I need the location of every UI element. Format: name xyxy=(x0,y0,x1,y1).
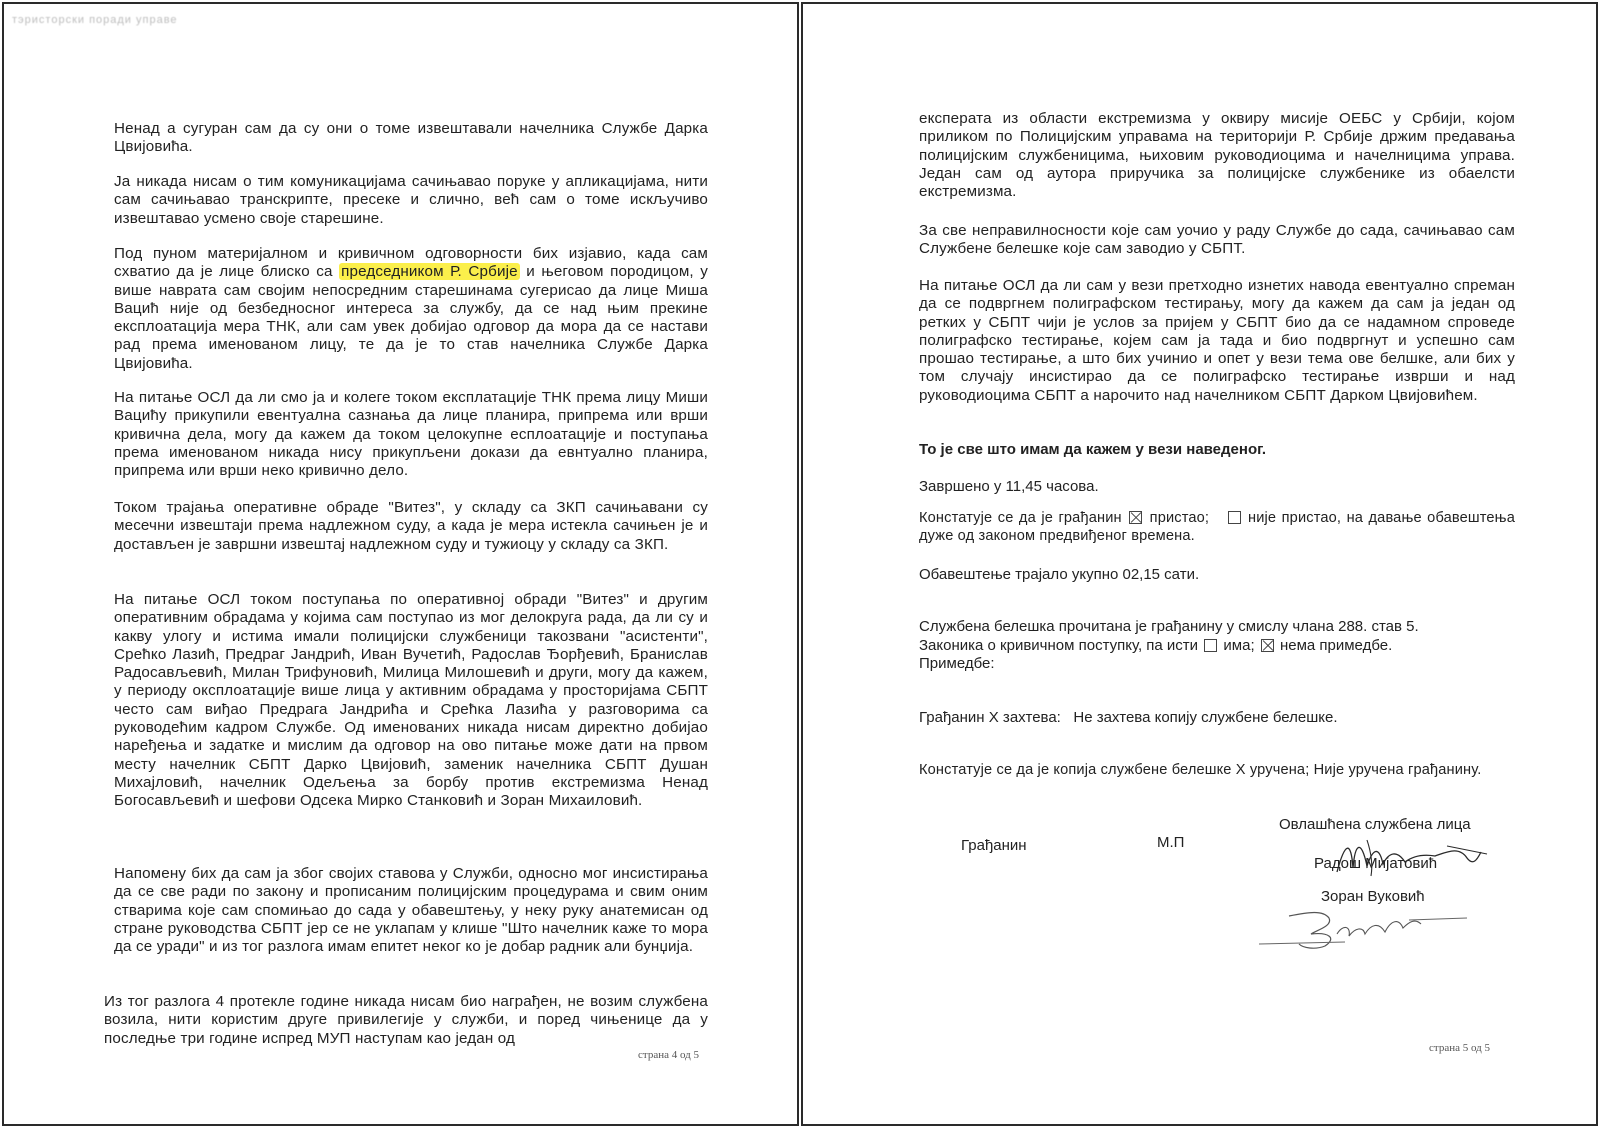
official-name-2: Зоран Вуковић xyxy=(1321,888,1425,905)
officials-label: Овлашћена службена лица xyxy=(1279,816,1471,833)
document-page-4 xyxy=(2,2,799,1126)
citizen-label: Грађанин xyxy=(961,837,1027,854)
paragraph-3: На питање ОСЛ да ли сам у вези претходно изнетих навода евентуално спреман да се подвргнем полиграфском тестирању, могу да кажем да сам ја један од ретких у СБПТ чији је услов за пријем у СБПТ био да се надамном спроведе полиграфско тестирање, којем сам ја тада и био подвргнут и успешно сам прошао тестирање, а што бих учинио и опет у вези тема ове белшке, али бих у том случају инсистирао да се полиграфско тестирање изврши и над руководиоцима СБПТ а нарочито над начелником СБПТ Дарком Цвијовићем. xyxy=(919,277,1515,404)
closing-statement: То је све што имам да кажем у вези наведеног. xyxy=(919,441,1267,458)
page-number: страна 4 од 5 xyxy=(638,1049,700,1061)
remarks-none-checkbox xyxy=(1261,639,1274,652)
page-number: страна 5 од 5 xyxy=(1429,1042,1491,1054)
paragraph-3: Под пуном материјалном и кривичном одговорности бих изјавио, када сам схватио да је лице блиско са председником Р. Србије и његовом породицом, у више наврата сам својим непосредним старешинама сугерисао да лице Миша Вацић није од безбедносног интереса за службу, да се над њим прекине експлоатација мера ТНК, али сам увек добијао одговор да мора да се настави рад према именованом лицу, те да је то став начелника Службе Дарка Цвијовића. xyxy=(114,245,709,372)
remarks-has-checkbox xyxy=(1204,639,1217,652)
paragraph-2: За све неправилносности које сам уочио у раду Службе до сада, сачињавао сам Службене белешке које сам заводио у СБПТ. xyxy=(919,222,1515,258)
signature-2 xyxy=(1259,904,1479,952)
read-statement-line1: Службена белешка прочитана је грађанину у смислу члана 288. став 5. xyxy=(919,618,1419,635)
paragraph-7: Напомену бих да сам ја због својих ставова у Служби, односно мог инсистирања да се све ради по закону и прописаним полицијским процедурама и свим оним стварима које сам спомињао до сада у обавештењу, у неку руку анатемисан од стране руководства СБПТ јер се не уклапам у клише "Што начелник каже то мора да се уради" и из тог разлога имам епитет неког ко је добар радник али бунџија. xyxy=(114,865,708,956)
read-statement-line2: Законика о кривичном поступку, па исти има; нема примедбе. xyxy=(919,637,1393,654)
paragraph-8: Из тог разлога 4 протекле године никада нисам био награђен, не возим службена возила, нити користим друге привилегије у служби, и поред чињенице да у последње три године испред МУП наступам као један од xyxy=(104,993,708,1047)
highlighted-text: председником Р. Србије xyxy=(341,263,518,281)
duration-statement: Обавештење трајало укупно 02,15 сати. xyxy=(919,566,1200,583)
consent-yes-checkbox xyxy=(1129,511,1142,524)
official-name-1: Радош Мијатовић xyxy=(1314,855,1438,872)
consent-no-checkbox xyxy=(1228,511,1241,524)
document-page-5 xyxy=(801,2,1598,1126)
paragraph-6: На питање ОСЛ током поступања по оперативној обради "Витез" и другим оперативним обрадама у којима сам поступао из мог делокруга рада, да ли су и какву улогу и истима имали полицијски службеници такозвани "асистенти", Срећко Лазић, Предраг Јандрић, Иван Вучетић, Радослав Ђорђевић, Бранислав Радосављевић, Милан Трифуновић, Милица Милошевић и други, могу да кажем, у периоду оксплоатације више лица у активним обрадама у просторијама СБПТ често сам виђао Предрага Јандрића и Срећка Лазића у разговорима са руководећим кадром Службе. Од именованих никада нисам директно добијао наређења и задатке и мислим да одговор на ово питање може дати на првом месту начелник СБПТ Дарко Цвијовић, заменик начелника СБПТ Душан Михајловић, начелник Одељења за борбу против екстремизма Ненад Богосављевић и шефови Одсека Мирко Станковић и Зоран Михаиловић. xyxy=(114,591,708,810)
paragraph-1: Ненад а сугуран сам да су они о томе извештавали начелника Службе Дарка Цвијовића. xyxy=(114,120,708,156)
completion-time: Завршено у 11,45 часова. xyxy=(919,478,1099,495)
paragraph-4: На питање ОСЛ да ли смо ја и колеге током експлатације ТНК према лицу Миши Вацићу прикупили евентуална сазнања да лице планира, припрема или врши кривична дела, могу да кажем да током целокупне есплоатације и поступања према именованом никада нису прикупљени докази да евнтуално планира, припрема или врши неко кривично дело. xyxy=(114,389,708,480)
copy-delivery-statement: Констатује се да је копија службене белешке X уручена; Није уручена грађанину. xyxy=(919,762,1482,778)
copy-request: Грађанин X захтева: Не захтева копију службене белешке. xyxy=(919,709,1338,726)
consent-statement: Констатује се да је грађанин пристао; није пристао, на давање обавештења дуже од законом предвиђеног времена. xyxy=(919,510,1515,545)
remarks-label: Примедбе: xyxy=(919,655,995,672)
signature-1 xyxy=(1327,832,1497,882)
paragraph-5: Током трајања оперативне обраде "Витез", у складу са ЗКП сачињавани су месечни извештаји према надлежном суду, а када је мера истекла сачињен је и достављен је завршни извештај надлежном суду и тужиоцу у складу са ЗКП. xyxy=(114,499,708,553)
header-smudge: тэристорски поради управе xyxy=(12,14,178,26)
paragraph-1: експерата из области екстремизма у оквиру мисије ОЕБС у Србији, којом приликом по Полицијским управама на територији Р. Србије држим предавања полицијским службеницима, њиховим руководиоцима и начелницима управа. Један сам од аутора приручика за полицијске службенике из обаелсти екстремизма. xyxy=(919,110,1515,201)
stamp-label: М.П xyxy=(1157,834,1185,851)
paragraph-2: Ја никада нисам о тим комуникацијама сачињавао поруке у апликацијама, нити сам сачињавао транскрипте, пресеке и слично, већ сам о томе искључиво извештавао усмено своје старешине. xyxy=(114,173,708,227)
